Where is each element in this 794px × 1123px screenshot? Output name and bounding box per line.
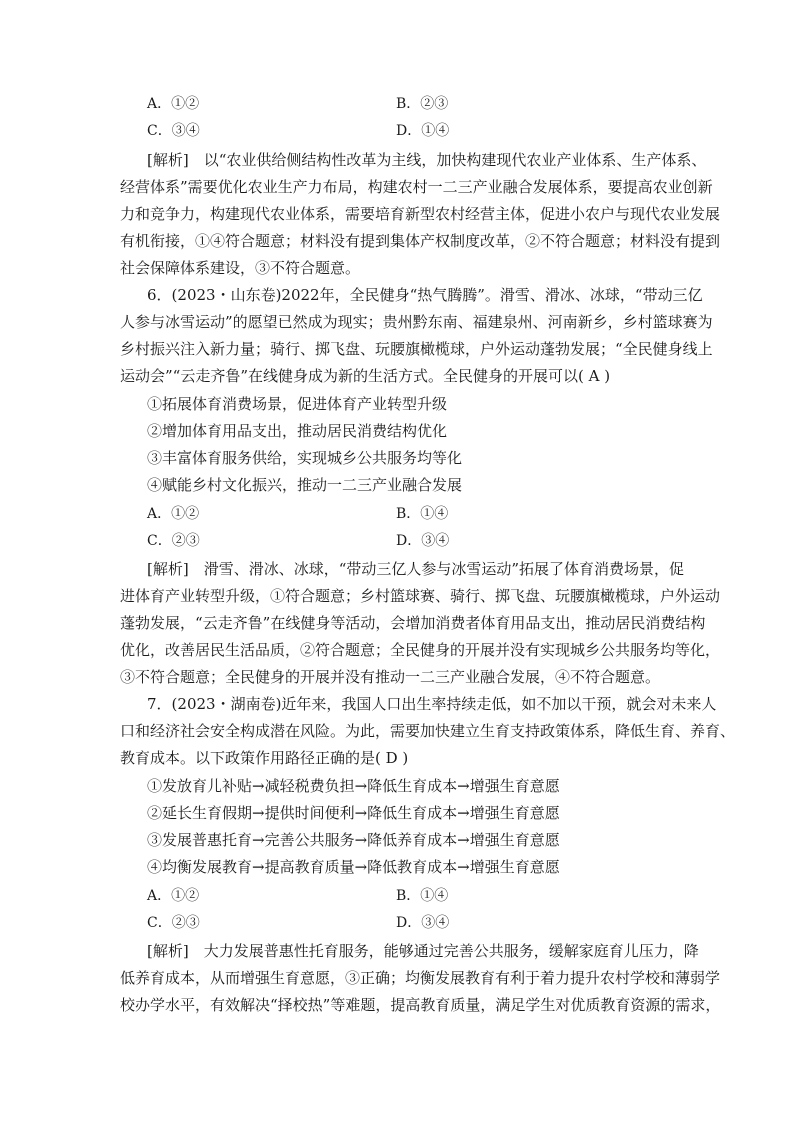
statement: ②增加体育用品支出，推动居民消费结构优化: [147, 422, 448, 440]
analysis-line: 优化，改善居民生活品质，②符合题意；全民健身的开展并没有实现城乡公共服务均等化，: [120, 641, 721, 659]
stem-line: 运动会”“云走齐鲁”在线健身成为新的生活方式。全民健身的开展可以( A ): [120, 367, 611, 385]
analysis-line: 进体育产业转型升级，①符合题意；乡村篮球赛、骑行、掷飞盘、玩腰旗橄榄球，户外运动: [120, 587, 721, 605]
stem-line: 7．(2023・湖南卷)近年来，我国人口出生率持续走低，如不加以干预，就会对未来人: [147, 695, 717, 713]
q6-option-a: A．①②: [147, 506, 200, 522]
q7-option-a: A．①②: [147, 888, 200, 904]
stem-line: 人参与冰雪运动”的愿望已然成为现实；贵州黔东南、福建泉州、河南新乡，乡村篮球赛为: [120, 313, 713, 331]
statement: ③丰富体育服务供给，实现城乡公共服务均等化: [147, 449, 463, 467]
analysis-line: 有机衔接，①④符合题意；材料没有提到集体产权制度改革，②不符合题意；材料没有提到: [120, 232, 721, 250]
stem-line: 6．(2023・山东卷)2022年，全民健身“热气腾腾”。滑雪、滑冰、冰球，“带动三亿: [147, 286, 703, 304]
stem-line: 乡村振兴注入新力量；骑行、掷飞盘、玩腰旗橄榄球，户外运动蓬勃发展；“全民健身线上: [120, 340, 713, 358]
q6-option-d: D．③④: [396, 533, 450, 549]
stem-line: 口和经济社会安全构成潜在风险。为此，需要加快建立生育支持政策体系，降低生育、养育、: [120, 722, 736, 740]
q5-option-d: D．①④: [396, 123, 450, 139]
statement: ④均衡发展教育→提高教育质量→降低教育成本→增强生育意愿: [147, 858, 560, 876]
analysis-line: [解析] 以“农业供给侧结构性改革为主线，加快构建现代农业产业体系、生产体系、: [147, 151, 707, 169]
statement: ①发放育儿补贴→减轻税费负担→降低生育成本→增强生育意愿: [147, 777, 560, 795]
stem-line: 教育成本。以下政策作用路径正确的是( D ): [120, 749, 409, 767]
q6-option-b: B．①④: [396, 506, 449, 522]
q7-option-c: C．②③: [147, 915, 200, 931]
analysis-line: [解析] 滑雪、滑冰、冰球，“带动三亿人参与冰雪运动”拓展了体育消费场景，促: [147, 560, 685, 578]
analysis-line: 校办学水平，有效解决“择校热”等难题，提高教育质量，满足学生对优质教育资源的需求，: [120, 996, 721, 1014]
q5-option-a: A．①②: [147, 96, 200, 112]
analysis-line: 力和竞争力，构建现代农业体系，需要培育新型农村经营主体，促进小农户与现代农业发展: [120, 205, 721, 223]
statement: ②延长生育假期→提供时间便利→降低生育成本→增强生育意愿: [147, 804, 560, 822]
q6-option-c: C．②③: [147, 533, 200, 549]
analysis-line: 社会保障体系建设，③不符合题意。: [120, 259, 361, 277]
statement: ①拓展体育消费场景，促进体育产业转型升级: [147, 395, 448, 413]
q5-option-b: B．②③: [396, 96, 449, 112]
analysis-line: [解析] 大力发展普惠性托育服务，能够通过完善公共服务，缓解家庭育儿压力，降: [147, 942, 699, 960]
statement: ④赋能乡村文化振兴，推动一二三产业融合发展: [147, 476, 463, 494]
analysis-line: 蓬勃发展，“云走齐鲁”在线健身等活动，会增加消费者体育用品支出，推动居民消费结构: [120, 614, 706, 632]
q5-option-c: C．③④: [147, 123, 200, 139]
q7-option-d: D．③④: [396, 915, 450, 931]
analysis-line: ③不符合题意；全民健身的开展并没有推动一二三产业融合发展，④不符合题意。: [120, 668, 661, 686]
q7-option-b: B．①④: [396, 888, 449, 904]
analysis-line: 低养育成本，从而增强生育意愿，③正确；均衡发展教育有利于着力提升农村学校和薄弱学: [120, 969, 721, 987]
analysis-line: 经营体系”需要优化农业生产力布局，构建农村一二三产业融合发展体系，要提高农业创新: [120, 178, 713, 196]
statement: ③发展普惠托育→完善公共服务→降低养育成本→增强生育意愿: [147, 831, 560, 849]
